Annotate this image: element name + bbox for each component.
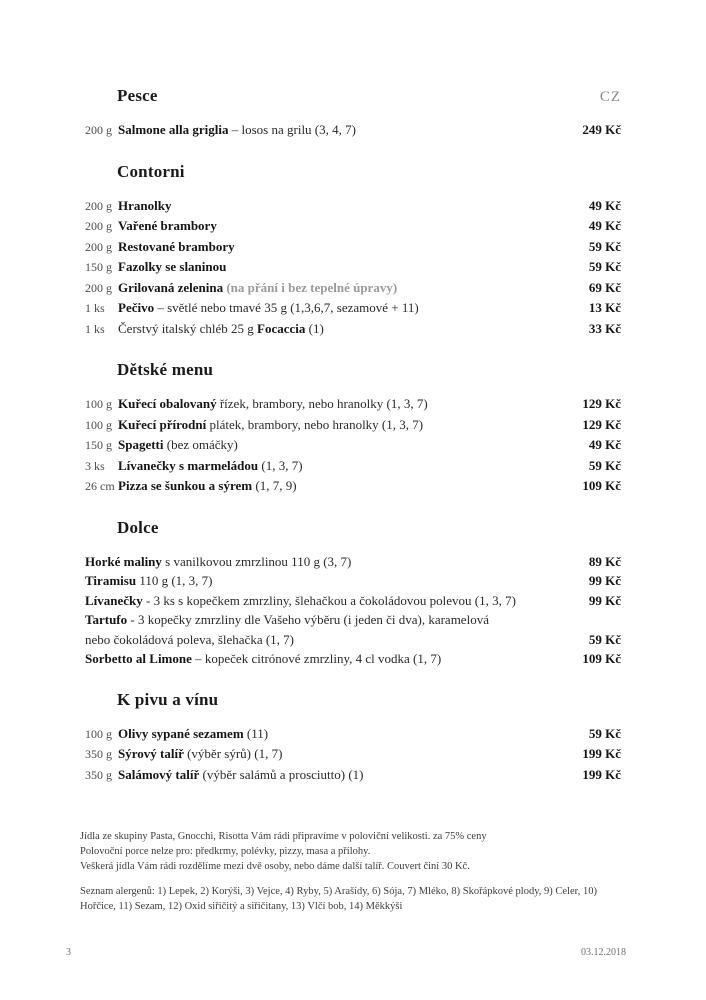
menu-item-row xyxy=(85,456,621,477)
note-line: Polovoční porce nelze pro: předkrmy, polévky, pizzy, masa a přílohy. xyxy=(80,846,371,857)
menu-item-row xyxy=(85,630,621,650)
item-price: 99 Kč xyxy=(588,573,621,588)
item-text xyxy=(85,552,577,572)
item-text xyxy=(85,456,577,477)
item-quantity: 200 g xyxy=(85,198,112,213)
item-quantity: 350 g xyxy=(85,747,112,761)
item-text xyxy=(85,394,570,415)
item-text-segment: plátek, brambory, nebo hranolky (1, 3, 7) xyxy=(206,416,424,432)
item-text-segment: - 3 ks s kopečkem zmrzliny, šlehačkou a čokoládovou polevou (1, 3, 7) xyxy=(142,592,516,608)
item-text-segment: (1) xyxy=(305,320,324,336)
menu-item-row xyxy=(85,571,621,591)
item-price: 59 Kč xyxy=(588,259,621,274)
section-head xyxy=(85,360,621,380)
menu-item-row xyxy=(85,765,621,786)
item-price: 13 Kč xyxy=(588,300,621,315)
section-title: Dětské menu xyxy=(117,360,214,379)
menu-item-row xyxy=(85,552,621,572)
item-text xyxy=(85,630,577,650)
item-text xyxy=(85,196,577,217)
item-quantity: 26 cm xyxy=(85,479,115,493)
item-text xyxy=(85,765,570,786)
item-quantity: 200 g xyxy=(85,239,112,254)
item-text-segment: (na přání i bez tepelné úpravy) xyxy=(226,279,398,295)
item-text-segment: (1, 3, 7) xyxy=(258,457,303,473)
menu-item-row xyxy=(85,591,621,611)
note-line: Veškerá jídla Vám rádi rozdělíme mezi dvě osoby, nebo dáme další talíř. Couvert činí 30 Kč. xyxy=(80,861,470,872)
item-text-segment: Tiramisu xyxy=(85,573,137,588)
menu-item-row xyxy=(85,278,621,299)
page-number: 3 xyxy=(66,947,71,958)
language-badge: CZ xyxy=(599,89,621,105)
menu-item-row xyxy=(85,319,621,340)
item-text-segment: Olivy sypané sezamem xyxy=(118,725,244,741)
item-text-segment: Lívanečky xyxy=(85,592,143,608)
menu-item-row xyxy=(85,649,621,669)
item-price: 49 Kč xyxy=(588,437,621,452)
menu-section xyxy=(85,518,621,669)
item-text xyxy=(85,724,577,745)
item-quantity: 350 g xyxy=(85,767,112,782)
item-text-segment: (11) xyxy=(243,725,269,741)
item-text xyxy=(85,476,570,497)
item-text xyxy=(85,278,577,299)
item-price: 59 Kč xyxy=(588,238,621,254)
item-text-segment: Pečivo xyxy=(118,300,155,315)
menu-item-row xyxy=(85,298,621,319)
item-text-segment: Kuřecí obalovaný xyxy=(118,396,217,411)
item-text-segment: Focaccia xyxy=(257,320,306,336)
item-text xyxy=(85,415,570,436)
item-text-segment: Grilovaná zelenina xyxy=(118,279,227,295)
item-text-segment: (1, 7, 9) xyxy=(252,478,297,493)
item-text-segment: Horké maliny xyxy=(85,553,162,569)
item-text xyxy=(85,120,570,141)
item-price: 129 Kč xyxy=(582,416,621,432)
item-text xyxy=(85,571,577,591)
section-head xyxy=(85,162,621,182)
menu-sections xyxy=(85,86,621,785)
allergen-list: Seznam alergenů: 1) Lepek, 2) Korýši, 3) Vejce, 4) Ryby, 5) Arašídy, 6) Sója, 7) Mléko, 8) Skořápkové plody, 9) Celer, 10) Hořčice, 11) Sezam, 12) Oxid siřičitý a siřičitany, 13) Vlčí bob, 14) Měkkýši xyxy=(80,886,597,912)
item-text xyxy=(85,237,577,258)
section-head xyxy=(85,518,621,538)
item-text-segment: - 3 kopečky zmrzliny dle Vašeho výběru (i jeden či dva), karamelová xyxy=(127,612,489,627)
menu-item-row xyxy=(85,724,621,745)
item-text-segment: (výběr sýrů) (1, 7) xyxy=(183,746,283,761)
menu-section xyxy=(85,86,621,141)
item-price: 49 Kč xyxy=(588,218,621,233)
menu-item-row xyxy=(85,435,621,456)
menu-section xyxy=(85,360,621,497)
notes xyxy=(80,829,621,874)
item-quantity: 100 g xyxy=(85,397,112,411)
item-price: 109 Kč xyxy=(582,651,621,666)
item-price: 49 Kč xyxy=(588,197,621,213)
item-quantity: 3 ks xyxy=(85,458,105,473)
item-text xyxy=(85,610,621,630)
item-text-segment: Sorbetto al Limone xyxy=(85,651,192,666)
item-price: 199 Kč xyxy=(582,766,621,782)
item-quantity: 200 g xyxy=(85,219,112,233)
item-price: 199 Kč xyxy=(582,746,621,761)
section-title: Pesce xyxy=(117,86,158,105)
item-text-segment: Pizza se šunkou a sýrem xyxy=(118,478,253,493)
item-price: 59 Kč xyxy=(588,725,621,741)
item-text xyxy=(85,216,577,237)
item-text-segment: – světlé nebo tmavé 35 g (1,3,6,7, sezamové + 11) xyxy=(154,300,419,315)
section-title: K pivu a vínu xyxy=(117,689,219,709)
item-quantity: 1 ks xyxy=(85,301,105,315)
menu-section xyxy=(85,690,621,786)
item-text-segment: Spagetti xyxy=(118,437,164,452)
item-text-segment: 110 g (1, 3, 7) xyxy=(136,573,213,588)
item-text-segment: Sýrový talíř xyxy=(118,746,184,761)
item-quantity: 100 g xyxy=(85,417,112,432)
item-text xyxy=(85,591,577,611)
menu-item-row xyxy=(85,744,621,765)
item-quantity: 150 g xyxy=(85,260,112,274)
item-price: 249 Kč xyxy=(582,122,621,137)
note-line: Jídla ze skupiny Pasta, Gnocchi, Risotta Vám rádi připravíme v poloviční velikosti. za 75% ceny xyxy=(80,831,487,842)
item-text-segment: (bez omáčky) xyxy=(163,437,238,452)
section-title: Dolce xyxy=(117,517,159,537)
item-price: 129 Kč xyxy=(582,396,621,411)
menu-item-row xyxy=(85,216,621,237)
menu-item-row xyxy=(85,196,621,217)
menu-item-row xyxy=(85,415,621,436)
item-text-segment: Kuřecí přírodní xyxy=(118,416,207,432)
item-text-segment: nebo čokoládová poleva, šlehačka (1, 7) xyxy=(85,631,295,647)
menu-item-row xyxy=(85,394,621,415)
item-price: 109 Kč xyxy=(582,478,621,493)
item-price: 33 Kč xyxy=(588,320,621,336)
item-text-segment: Lívanečky s marmeládou xyxy=(118,457,259,473)
item-text-segment: – kopeček citrónové zmrzliny, 4 cl vodka (1, 7) xyxy=(191,651,442,666)
item-text xyxy=(85,257,577,278)
item-text-segment: Hranolky xyxy=(118,197,172,213)
menu-item-row xyxy=(85,120,621,141)
menu-item-row xyxy=(85,237,621,258)
section-title: Contorni xyxy=(117,161,185,181)
menu-item-row xyxy=(85,257,621,278)
item-text-segment: řízek, brambory, nebo hranolky (1, 3, 7) xyxy=(216,396,428,411)
section-head xyxy=(85,690,621,710)
item-quantity: 200 g xyxy=(85,123,112,137)
item-price: 99 Kč xyxy=(588,592,621,608)
item-text-segment: (výběr salámů a prosciutto) (1) xyxy=(199,766,364,782)
item-text-segment: Vařené brambory xyxy=(118,218,217,233)
item-text-segment: Tartufo xyxy=(85,612,128,627)
item-text-segment: Restované brambory xyxy=(118,238,235,254)
item-text xyxy=(85,649,570,669)
item-text xyxy=(85,319,577,340)
item-text-segment: Fazolky se slaninou xyxy=(118,259,227,274)
item-quantity: 1 ks xyxy=(85,321,105,336)
item-text-segment: Čerstvý italský chléb 25 g xyxy=(118,320,258,336)
item-price: 59 Kč xyxy=(588,631,621,647)
item-quantity: 150 g xyxy=(85,438,112,452)
item-text xyxy=(85,744,570,765)
item-price: 59 Kč xyxy=(588,457,621,473)
menu-item-row xyxy=(85,610,621,630)
item-quantity: 200 g xyxy=(85,280,112,295)
item-price: 69 Kč xyxy=(588,279,621,295)
footer-date: 03.12.2018 xyxy=(581,947,626,958)
item-price: 89 Kč xyxy=(588,553,621,569)
item-quantity: 100 g xyxy=(85,726,112,741)
item-text-segment: – losos na grilu (3, 4, 7) xyxy=(228,122,356,137)
menu-section xyxy=(85,162,621,340)
item-text xyxy=(85,298,577,319)
item-text-segment: Salámový talíř xyxy=(118,766,200,782)
item-text-segment: Salmone alla griglia xyxy=(118,122,229,137)
section-head xyxy=(85,86,621,106)
item-text-segment: s vanilkovou zmrzlinou 110 g (3, 7) xyxy=(161,553,352,569)
page-footer xyxy=(66,947,626,958)
menu-item-row xyxy=(85,476,621,497)
item-text xyxy=(85,435,577,456)
